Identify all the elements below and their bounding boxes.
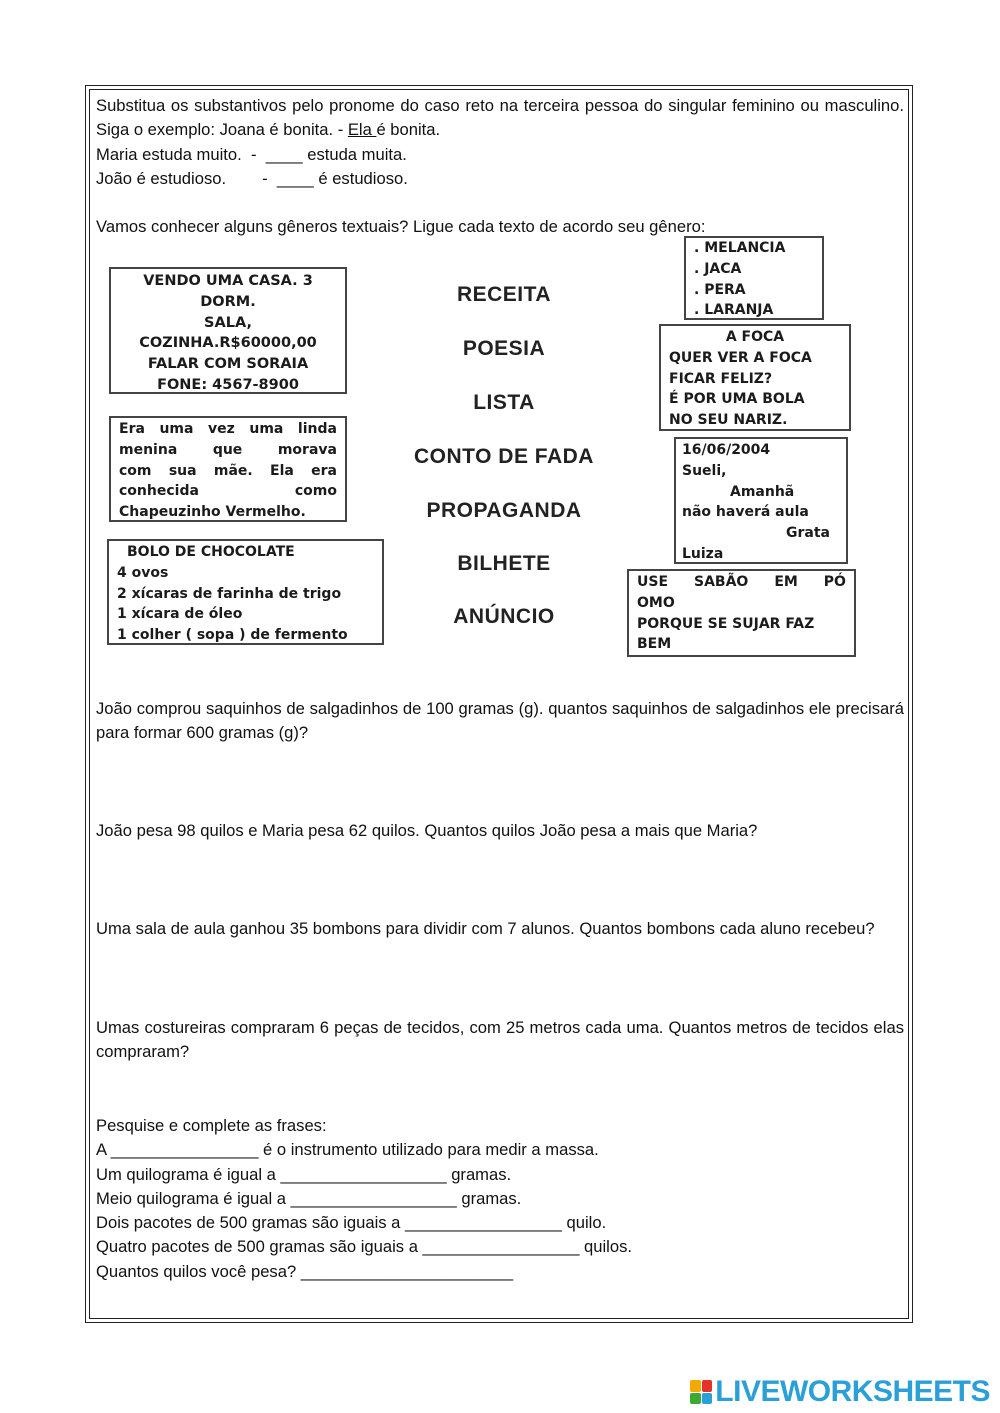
problem-3: Uma sala de aula ganhou 35 bombons para dividir com 7 alunos. Quantos bombons cada aluno recebeu? bbox=[96, 919, 875, 938]
problems-section bbox=[96, 697, 904, 746]
list-text-box: . MELANCIA . JACA . PERA . LARANJA bbox=[684, 236, 824, 320]
research-line-2: Um quilograma é igual a __________________ gramas. bbox=[96, 1164, 512, 1184]
problems-section-4 bbox=[96, 1016, 904, 1065]
genre-label-lista: LISTA bbox=[473, 391, 535, 414]
brand-name: LIVEWORKSHEETS bbox=[715, 1375, 990, 1408]
pronoun-exercise-2: João é estudioso. - ____ é estudioso. bbox=[96, 168, 408, 188]
liveworksheets-logo bbox=[690, 1375, 990, 1409]
genre-label-conto-de-fada: CONTO DE FADA bbox=[414, 445, 594, 468]
genre-label-anuncio: ANÚNCIO bbox=[453, 605, 555, 628]
poem-text-box: A FOCA QUER VER A FOCA FICAR FELIZ? É POR UMA BOLA NO SEU NARIZ. bbox=[659, 324, 851, 431]
research-section bbox=[96, 1114, 904, 1284]
problem-4: Umas costureiras compraram 6 peças de tecidos, com 25 metros cada uma. Quantos metros de tecidos elas compraram? bbox=[96, 1018, 904, 1062]
fairy-tale-text-box: Era uma vez uma linda menina que morava com sua mãe. Ela era conhecida como Chapeuzinho Vermelho. bbox=[109, 416, 347, 522]
problems-section-3 bbox=[96, 917, 904, 941]
research-line-6: Quantos quilos você pesa? _______________________ bbox=[96, 1261, 514, 1281]
genre-label-receita: RECEITA bbox=[456, 283, 552, 306]
problem-2: João pesa 98 quilos e Maria pesa 62 quilos. Quantos quilos João pesa a mais que Maria? bbox=[96, 821, 758, 840]
worksheet-content bbox=[96, 94, 904, 239]
pronoun-exercise-1: Maria estuda muito. - ____ estuda muita. bbox=[96, 144, 407, 164]
recipe-text-box: BOLO DE CHOCOLATE 4 ovos 2 xícaras de farinha de trigo 1 xícara de óleo 1 colher ( sopa ) de fermento bbox=[107, 539, 384, 645]
note-text-box: 16/06/2004 Sueli, Amanhã não haverá aula Grata Luiza bbox=[674, 437, 848, 564]
research-line-4: Dois pacotes de 500 gramas são iguais a _________________ quilo. bbox=[96, 1213, 607, 1233]
research-line-3: Meio quilograma é igual a __________________ gramas. bbox=[96, 1188, 522, 1208]
problems-section-2 bbox=[96, 819, 904, 843]
research-line-1: A ________________ é o instrumento utilizado para medir a massa. bbox=[96, 1140, 599, 1160]
research-line-5: Quatro pacotes de 500 gramas são iguais a _________________ quilos. bbox=[96, 1237, 633, 1257]
ad-text-box: VENDO UMA CASA. 3 DORM. SALA, COZINHA.R$60000,00 FALAR COM SORAIA FONE: 4567-8900 bbox=[109, 267, 347, 394]
problem-1: João comprou saquinhos de salgadinhos de 100 gramas (g). quantos saquinhos de salgadinhos ele precisará para formar 600 gramas (g)? bbox=[96, 699, 904, 743]
genre-label-bilhete: BILHETE bbox=[457, 552, 551, 575]
genres-prompt: Vamos conhecer alguns gêneros textuais? Ligue cada texto de acordo seu gênero: bbox=[96, 217, 706, 237]
propaganda-text-box: USE SABÃO EM PÓ OMO PORQUE SE SUJAR FAZ BEM bbox=[627, 569, 856, 657]
liveworksheets-badge-icon bbox=[690, 1380, 712, 1404]
genre-label-propaganda: PROPAGANDA bbox=[426, 499, 582, 522]
research-title: Pesquise e complete as frases: bbox=[96, 1116, 327, 1135]
pronoun-instructions: Substitua os substantivos pelo pronome do caso reto na terceira pessoa do singular feminino ou masculino. Siga o exemplo: Joana é bonita. - Ela é bonita. bbox=[96, 96, 904, 140]
genre-label-poesia: POESIA bbox=[462, 337, 546, 360]
